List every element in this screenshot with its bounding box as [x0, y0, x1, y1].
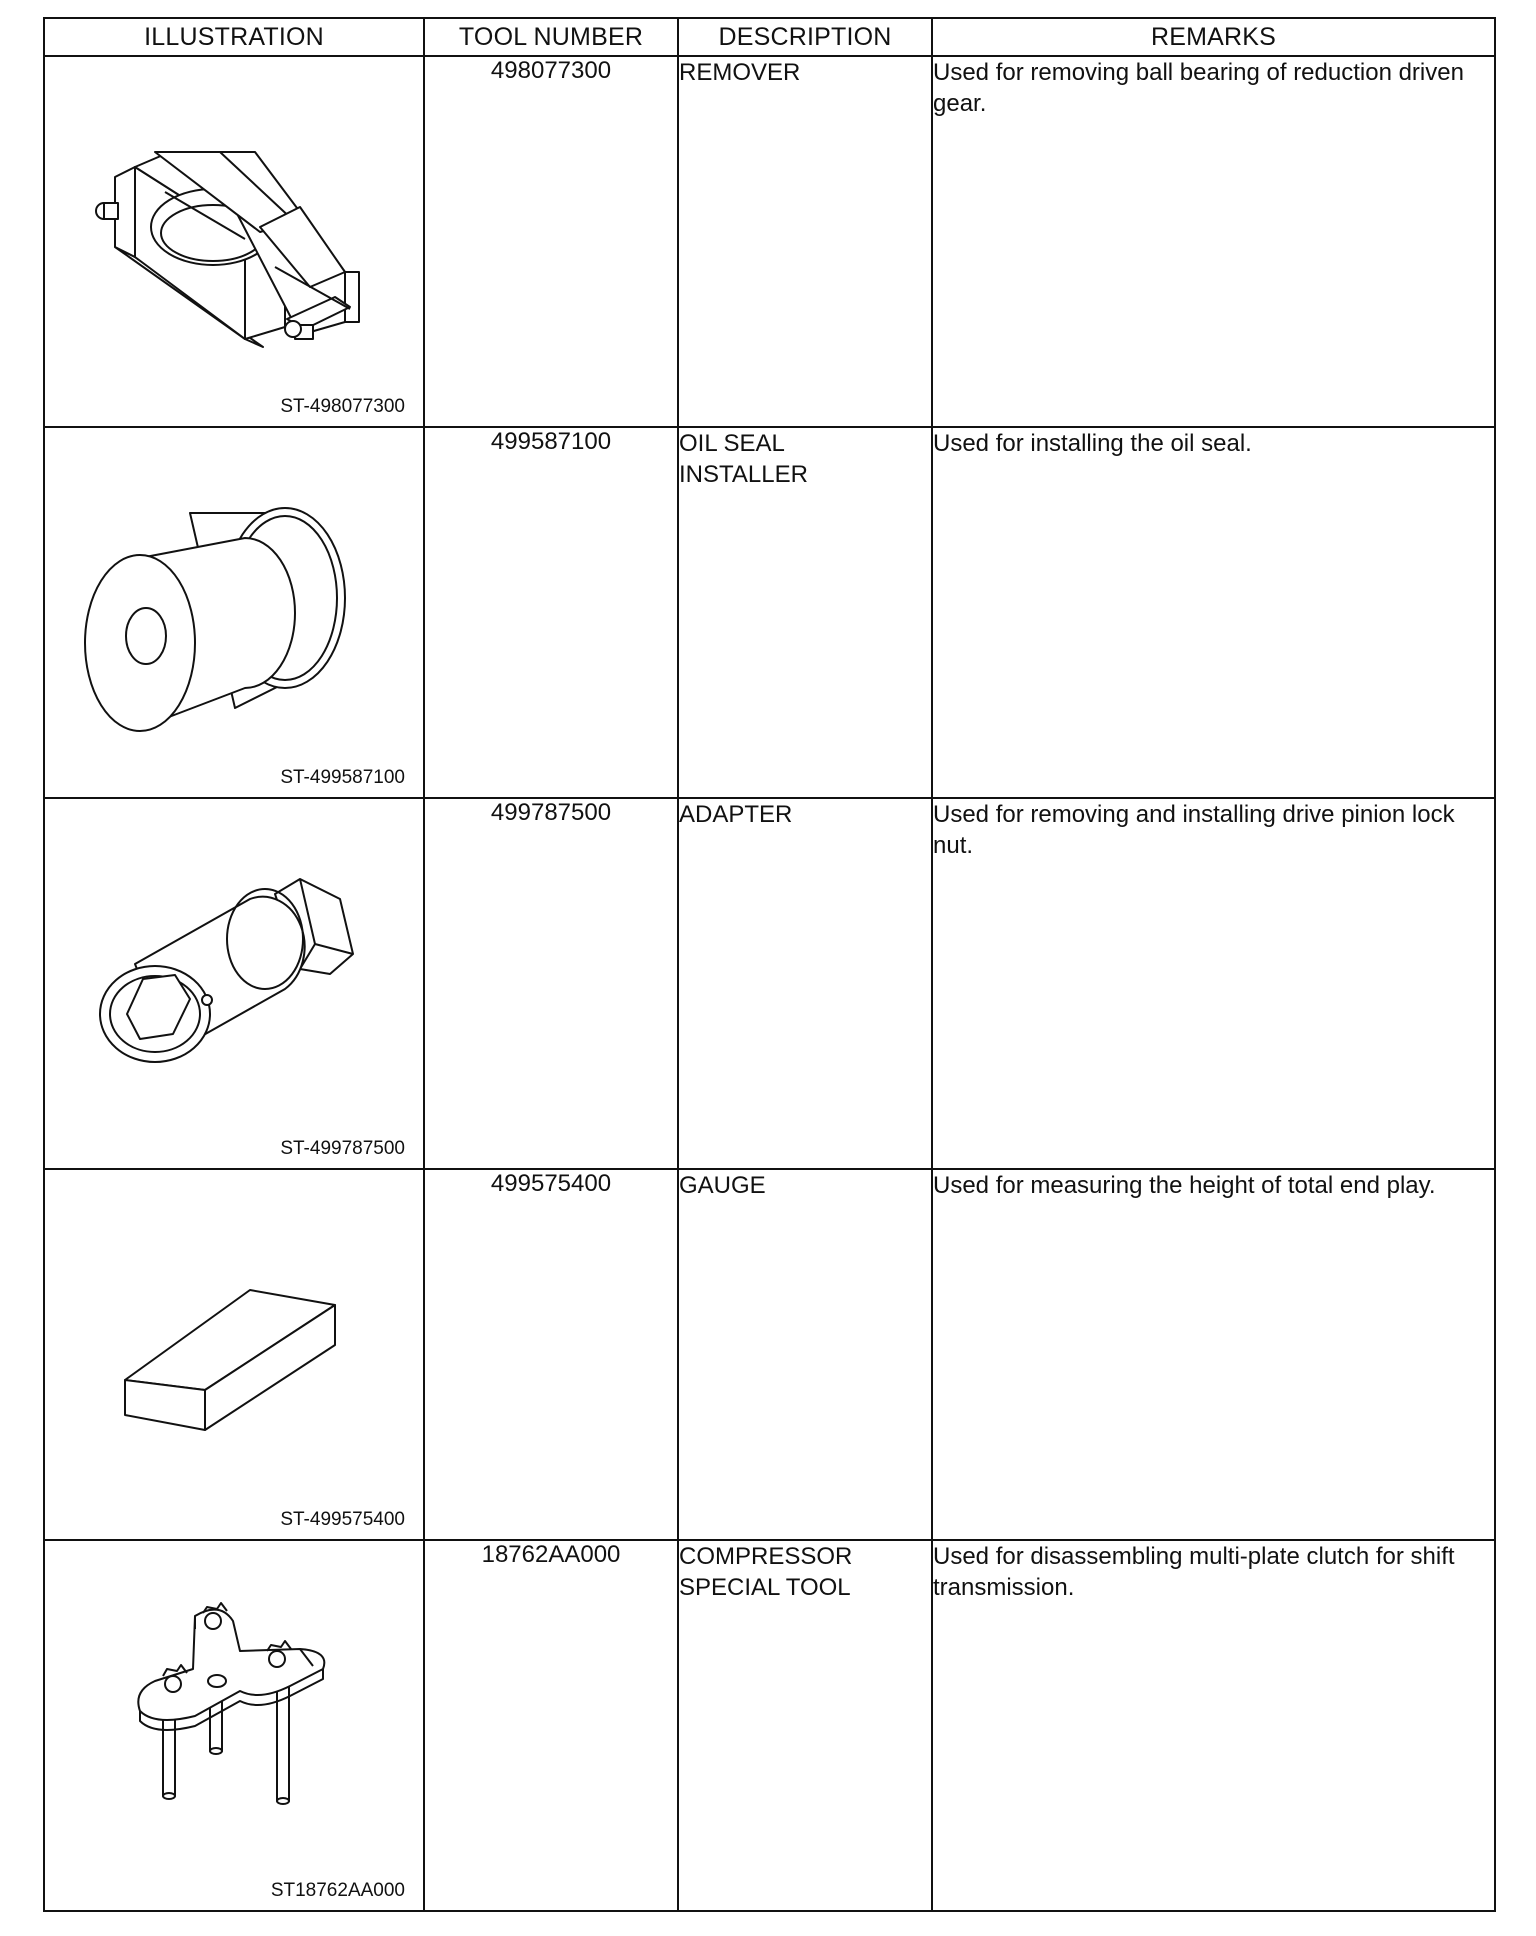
remarks: Used for measuring the height of total end play. — [932, 1169, 1495, 1540]
description — [678, 798, 932, 1169]
tool-number: 499787500 — [424, 798, 678, 1169]
bearing-remover-icon — [45, 57, 421, 426]
description-line: INSTALLER — [679, 461, 808, 488]
header-row — [44, 18, 1495, 56]
illustration-cell — [44, 1169, 424, 1540]
tool-number: 499575400 — [424, 1169, 678, 1540]
illustration-cell — [44, 56, 424, 427]
illustration-cell — [44, 798, 424, 1169]
tool-number: 499587100 — [424, 427, 678, 798]
special-tools-table — [43, 17, 1496, 1912]
description-line: COMPRESSOR — [679, 1543, 853, 1570]
header-tool-number: TOOL NUMBER — [424, 18, 678, 56]
header-remarks: REMARKS — [932, 18, 1495, 56]
illustration-code: ST-499575400 — [280, 1509, 405, 1530]
remarks: Used for removing and installing drive pinion lock nut. — [932, 798, 1495, 1169]
header-illustration: ILLUSTRATION — [44, 18, 424, 56]
table-row — [44, 427, 1495, 798]
clutch-compressor-icon — [45, 1541, 421, 1910]
remarks: Used for disassembling multi-plate clutch for shift transmission. — [932, 1540, 1495, 1911]
description-line: REMOVER — [679, 59, 801, 86]
remarks: Used for removing ball bearing of reduction driven gear. — [932, 56, 1495, 427]
description — [678, 1169, 932, 1540]
description-line: SPECIAL TOOL — [679, 1574, 851, 1601]
tool-number: 498077300 — [424, 56, 678, 427]
illustration-code: ST-499787500 — [280, 1138, 405, 1159]
description-line: GAUGE — [679, 1172, 766, 1199]
illustration-cell — [44, 1540, 424, 1911]
oil-seal-installer-icon — [45, 428, 421, 797]
remarks: Used for installing the oil seal. — [932, 427, 1495, 798]
illustration-code: ST18762AA000 — [270, 1880, 405, 1901]
table-row — [44, 1169, 1495, 1540]
table-row — [44, 798, 1495, 1169]
header-description: DESCRIPTION — [678, 18, 932, 56]
gauge-block-icon — [45, 1170, 421, 1539]
description — [678, 427, 932, 798]
tool-number: 18762AA000 — [424, 1540, 678, 1911]
description-line: OIL SEAL — [679, 430, 785, 457]
socket-adapter-icon — [45, 799, 421, 1168]
description — [678, 56, 932, 427]
illustration-cell — [44, 427, 424, 798]
illustration-code: ST-498077300 — [280, 396, 405, 417]
table-row — [44, 1540, 1495, 1911]
table-row — [44, 56, 1495, 427]
description-line: ADAPTER — [679, 801, 793, 828]
illustration-code: ST-499587100 — [280, 767, 405, 788]
description — [678, 1540, 932, 1911]
